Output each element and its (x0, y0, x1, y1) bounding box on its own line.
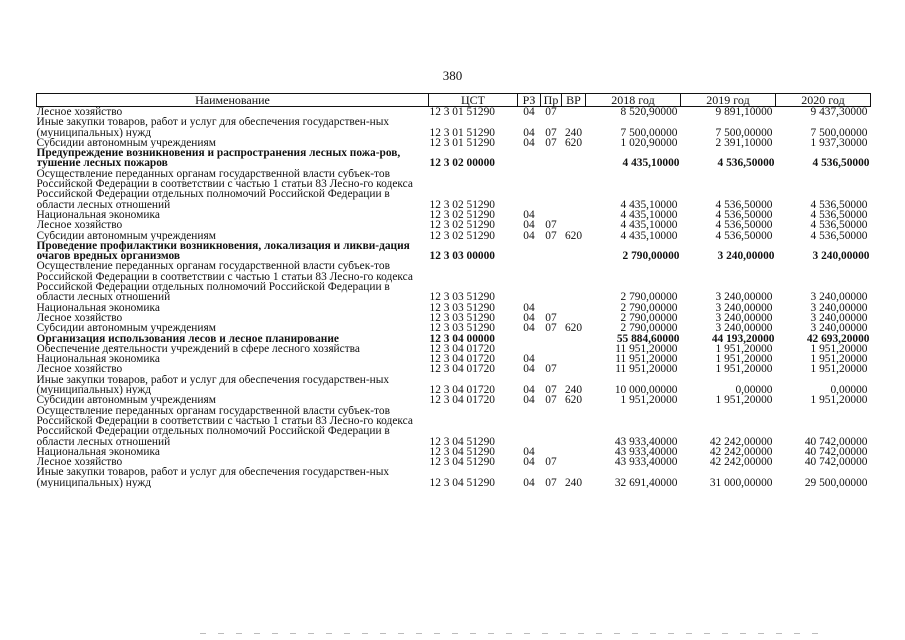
cell-rz (518, 344, 541, 354)
cell-pr (541, 148, 562, 169)
cell-vr (562, 354, 586, 364)
cell-cst: 12 3 02 51290 (429, 209, 495, 221)
cell-2020: 40 742,00000 (804, 446, 868, 458)
cell-2020: 1 951,20000 (810, 354, 868, 365)
cell-rz: 04 (523, 137, 535, 149)
cell-rz (518, 406, 541, 447)
col-header-vr: ВР (562, 94, 586, 107)
cell-rz: 04 (523, 220, 535, 231)
cell-vr: 620 (564, 230, 583, 241)
cell-cst: 12 3 04 01720 (429, 354, 495, 365)
cell-2020: 1 951,20000 (810, 343, 868, 355)
cell-rz (518, 261, 541, 302)
cell-2019: 42 242,00000 (709, 435, 773, 447)
cell-name: Обеспечение деятельности учреждений в сфере лесного хозяйства (36, 343, 360, 355)
cell-name: Иные закупки товаров, работ и услуг для обеспечения государствен-ных (муниципальных) нужд (36, 374, 390, 396)
col-header-2019: 2019 год (681, 94, 776, 107)
table-row (37, 148, 871, 169)
table-row (37, 467, 871, 488)
cell-vr (562, 334, 586, 344)
cell-name: Субсидии автономным учреждениям (36, 323, 216, 334)
cell-pr (541, 241, 562, 262)
cell-2020: 4 536,50000 (812, 157, 870, 169)
cell-vr (562, 148, 586, 169)
cell-2019: 3 240,00000 (715, 302, 773, 313)
cell-vr: 240 (564, 476, 583, 488)
footer-artifact-line (200, 633, 820, 634)
cell-rz: 04 (523, 476, 535, 488)
cell-2019: 4 536,50000 (715, 209, 773, 221)
cell-pr: 07 (545, 137, 557, 149)
cell-pr: 07 (545, 395, 557, 406)
cell-cst: 12 3 03 00000 (429, 250, 495, 262)
cell-2020: 3 240,00000 (810, 302, 868, 313)
cell-2020: 4 536,50000 (810, 220, 868, 231)
budget-table (36, 93, 870, 488)
cell-2020: 40 742,00000 (804, 435, 868, 447)
cell-2019: 1 951,20000 (715, 354, 773, 365)
cell-2018: 11 951,20000 (615, 354, 678, 365)
cell-rz: 04 (523, 354, 535, 365)
cell-cst: 12 3 01 51290 (429, 126, 495, 138)
col-header-2018: 2018 год (586, 94, 681, 107)
col-header-cst: ЦСТ (429, 94, 518, 107)
cell-vr (562, 220, 586, 230)
table-row (37, 364, 871, 374)
cell-pr: 07 (545, 220, 557, 231)
cell-2018: 4 435,10000 (620, 198, 678, 210)
cell-cst: 12 3 03 51290 (429, 323, 495, 334)
cell-2019: 2 391,10000 (715, 137, 773, 149)
cell-vr: 620 (564, 137, 583, 149)
cell-vr (562, 261, 586, 302)
cell-cst: 12 3 03 51290 (429, 291, 495, 303)
cell-cst: 12 3 03 51290 (429, 312, 495, 324)
cell-2019: 3 240,00000 (715, 312, 773, 324)
cell-2019: 3 240,00000 (717, 250, 775, 262)
table-row (37, 231, 871, 241)
table-row (37, 334, 871, 344)
table-row (37, 117, 871, 138)
cell-name: Национальная экономика (36, 446, 160, 458)
cell-vr (562, 303, 586, 313)
cell-rz: 04 (523, 209, 535, 221)
cell-2019: 1 951,20000 (715, 364, 773, 375)
cell-cst: 12 3 03 51290 (429, 302, 495, 313)
cell-vr: 240 (564, 384, 583, 396)
cell-rz (518, 334, 541, 344)
cell-vr: 620 (564, 323, 583, 334)
table-row (37, 406, 871, 447)
cell-2019: 3 240,00000 (715, 323, 773, 334)
cell-2018: 4 435,10000 (620, 220, 678, 231)
cell-rz: 04 (523, 446, 535, 458)
cell-name: Субсидии автономным учреждениям (36, 230, 216, 241)
cell-2018: 55 884,60000 (616, 333, 680, 344)
cell-2018: 7 500,00000 (620, 126, 678, 138)
cell-2018: 2 790,00000 (620, 323, 678, 334)
cell-name: Лесное хозяйство (36, 457, 123, 468)
cell-2018: 2 790,00000 (620, 302, 678, 313)
cell-pr (541, 334, 562, 344)
cell-cst: 12 3 04 01720 (429, 343, 495, 355)
table-row (37, 323, 871, 333)
cell-name: Осуществление переданных органам государственной власти субъек-тов Российской Федерации в соответствии с частью 1 статьи 83 Лесно-го кодекса Российской Федерации отдельных полномочий Российской Федерации в области лесных отношений (36, 405, 413, 447)
cell-name: Национальная экономика (36, 354, 160, 365)
col-header-name: Наименование (37, 94, 429, 107)
cell-rz: 04 (523, 384, 535, 396)
table-row (37, 344, 871, 354)
cell-name: Субсидии автономным учреждениям (36, 395, 216, 406)
cell-2018: 43 933,40000 (614, 435, 678, 447)
cell-2020: 3 240,00000 (810, 323, 868, 334)
cell-2020: 4 536,50000 (810, 198, 868, 210)
cell-2019: 3 240,00000 (715, 291, 773, 303)
cell-pr (541, 303, 562, 313)
cell-2019: 44 193,20000 (711, 333, 775, 344)
cell-2018: 4 435,10000 (620, 230, 678, 241)
cell-name: Лесное хозяйство (36, 106, 123, 118)
cell-2019: 1 951,20000 (715, 343, 773, 355)
cell-vr: 620 (564, 395, 583, 406)
table-row (37, 303, 871, 313)
cell-pr (541, 210, 562, 220)
cell-vr (562, 210, 586, 220)
cell-pr: 07 (545, 312, 557, 324)
cell-2019: 1 951,20000 (715, 395, 773, 406)
cell-vr (562, 241, 586, 262)
cell-pr (541, 344, 562, 354)
table-row (37, 169, 871, 210)
cell-pr (541, 169, 562, 210)
cell-vr (562, 447, 586, 457)
cell-vr (562, 406, 586, 447)
cell-2020: 0,00000 (830, 384, 868, 396)
cell-2020: 3 240,00000 (810, 291, 868, 303)
cell-pr: 07 (545, 126, 557, 138)
cell-pr (541, 406, 562, 447)
cell-2019: 4 536,50000 (715, 220, 773, 231)
cell-rz: 04 (523, 302, 535, 313)
table-row (37, 138, 871, 148)
cell-name: Осуществление переданных органам государственной власти субъек-тов Российской Федерации в соответствии с частью 1 статьи 83 Лесно-го кодекса Российской Федерации отдельных полномочий Российской Федерации в области лесных отношений (36, 168, 413, 210)
table-row (37, 220, 871, 230)
cell-vr (562, 169, 586, 210)
cell-rz: 04 (523, 395, 535, 406)
table-row (37, 210, 871, 220)
cell-2018: 2 790,00000 (622, 250, 680, 262)
cell-pr (541, 447, 562, 457)
cell-pr: 07 (545, 323, 557, 334)
page-number: 380 (442, 68, 463, 83)
cell-2020: 42 693,20000 (806, 333, 870, 344)
cell-pr: 07 (545, 230, 557, 241)
cell-cst: 12 3 02 51290 (429, 220, 495, 231)
table-header (37, 94, 871, 107)
cell-2018: 4 435,10000 (620, 209, 678, 221)
cell-vr (562, 313, 586, 323)
cell-name: Субсидии автономным учреждениям (36, 137, 216, 149)
cell-name: Лесное хозяйство (36, 312, 123, 324)
cell-vr: 240 (564, 126, 583, 138)
cell-cst: 12 3 02 51290 (429, 198, 495, 210)
cell-2020: 4 536,50000 (810, 209, 868, 221)
cell-2019: 42 242,00000 (709, 457, 773, 468)
cell-rz (518, 169, 541, 210)
cell-2018: 11 951,20000 (615, 364, 678, 375)
table-row (37, 447, 871, 457)
col-header-2020: 2020 год (776, 94, 871, 107)
cell-2018: 1 951,20000 (620, 395, 678, 406)
cell-pr (541, 354, 562, 364)
cell-cst: 12 3 04 51290 (429, 476, 495, 488)
cell-2020: 1 951,20000 (810, 364, 868, 375)
cell-2020: 3 240,00000 (812, 250, 870, 262)
cell-vr (562, 364, 586, 374)
cell-rz: 04 (523, 312, 535, 324)
cell-name: Проведение профилактики возникновения, локализация и ликви-дация очагов вредных организмов (36, 240, 410, 262)
cell-name: Лесное хозяйство (36, 364, 123, 375)
table-row (37, 457, 871, 467)
table-row (37, 241, 871, 262)
cell-rz: 04 (523, 106, 535, 118)
cell-name: Лесное хозяйство (36, 220, 123, 231)
cell-2019: 7 500,00000 (715, 126, 773, 138)
cell-cst: 12 3 01 51290 (429, 106, 495, 118)
cell-2019: 4 536,50000 (715, 230, 773, 241)
cell-vr (562, 344, 586, 354)
cell-cst: 12 3 02 51290 (429, 230, 495, 241)
cell-name: Национальная экономика (36, 302, 160, 313)
cell-2018: 10 000,00000 (614, 384, 678, 396)
col-header-pr: Пр (541, 94, 562, 107)
cell-pr: 07 (545, 457, 557, 468)
cell-2020: 4 536,50000 (810, 230, 868, 241)
cell-name: Предупреждение возникновения и распространения лесных пожа-ров, тушение лесных пожаров (36, 148, 401, 169)
cell-2020: 7 500,00000 (810, 126, 868, 138)
cell-rz (518, 241, 541, 262)
cell-rz: 04 (523, 230, 535, 241)
cell-2018: 43 933,40000 (614, 446, 678, 458)
cell-cst: 12 3 04 51290 (429, 446, 495, 458)
table-row (37, 354, 871, 364)
table-row (37, 395, 871, 405)
cell-2018: 2 790,00000 (620, 291, 678, 303)
cell-cst: 12 3 04 51290 (429, 435, 495, 447)
cell-2020: 1 951,20000 (810, 395, 868, 406)
cell-cst: 12 3 04 51290 (429, 457, 495, 468)
cell-rz: 04 (523, 457, 535, 468)
cell-pr: 07 (545, 476, 557, 488)
cell-pr (541, 261, 562, 302)
table-row (37, 313, 871, 323)
col-header-rz: РЗ (518, 94, 541, 107)
cell-2019: 9 891,10000 (715, 106, 773, 118)
cell-rz (518, 148, 541, 169)
cell-rz: 04 (523, 323, 535, 334)
table-row (37, 261, 871, 302)
cell-pr: 07 (545, 106, 557, 118)
cell-2019: 4 536,50000 (715, 198, 773, 210)
cell-rz: 04 (523, 364, 535, 375)
cell-2019: 42 242,00000 (709, 446, 773, 458)
cell-name: Национальная экономика (36, 209, 160, 221)
cell-cst: 12 3 04 01720 (429, 384, 495, 396)
cell-2018: 43 933,40000 (614, 457, 678, 468)
cell-2018: 8 520,90000 (620, 106, 678, 118)
cell-2018: 1 020,90000 (620, 137, 678, 149)
cell-name: Иные закупки товаров, работ и услуг для обеспечения государствен-ных (муниципальных) нужд (36, 467, 390, 488)
cell-2018: 2 790,00000 (620, 312, 678, 324)
cell-2020: 3 240,00000 (810, 312, 868, 324)
cell-vr (562, 107, 586, 118)
cell-2020: 40 742,00000 (804, 457, 868, 468)
cell-2018: 4 435,10000 (622, 157, 680, 169)
cell-2020: 9 437,30000 (810, 106, 868, 118)
table-body (37, 107, 871, 488)
cell-2018: 11 951,20000 (615, 343, 678, 355)
cell-2020: 29 500,00000 (804, 476, 868, 488)
cell-cst: 12 3 04 01720 (429, 364, 495, 375)
cell-vr (562, 457, 586, 467)
cell-name: Осуществление переданных органам государственной власти субъек-тов Российской Федерации в соответствии с частью 1 статьи 83 Лесно-го кодекса Российской Федерации отдельных полномочий Российской Федерации в области лесных отношений (36, 261, 413, 303)
cell-2018: 32 691,40000 (614, 476, 678, 488)
cell-cst: 12 3 01 51290 (429, 137, 495, 149)
cell-cst: 12 3 04 00000 (429, 333, 495, 344)
cell-pr: 07 (545, 364, 557, 375)
cell-2019: 31 000,00000 (709, 476, 773, 488)
cell-name: Организация использования лесов и лесное планирование (36, 333, 339, 344)
cell-cst: 12 3 02 00000 (429, 157, 495, 169)
table-row (37, 107, 871, 118)
cell-rz: 04 (523, 126, 535, 138)
cell-pr: 07 (545, 384, 557, 396)
table-row (37, 375, 871, 396)
cell-2020: 1 937,30000 (810, 137, 868, 149)
cell-2019: 4 536,50000 (717, 157, 775, 169)
cell-2019: 0,00000 (735, 384, 773, 396)
cell-name: Иные закупки товаров, работ и услуг для обеспечения государствен-ных (муниципальных) нужд (36, 117, 390, 138)
cell-cst: 12 3 04 01720 (429, 395, 495, 406)
